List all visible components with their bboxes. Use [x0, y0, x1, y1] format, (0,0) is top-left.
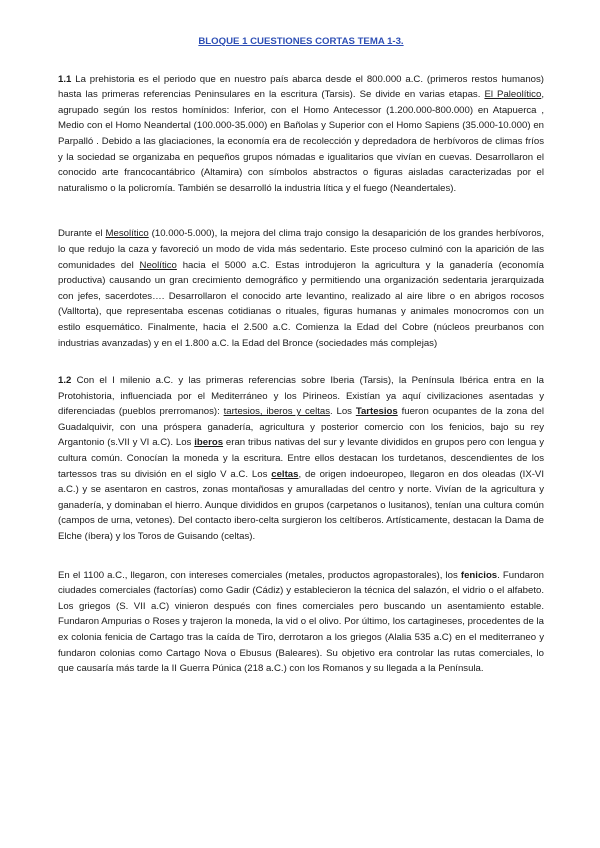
term-celtas: celtas	[271, 468, 299, 480]
paragraph-prehistoria: 1.1 La prehistoria es el periodo que en nuestro país abarca desde el 800.000 a.C. (primeros restos humanos) hasta las primeras referencias Peninsulares en la escritura (Tarsis). Se divide en varias etapas. El Paleolítico, agrupado según los restos homínidos: Inferior, con el Homo Antecessor (1.200.000-800.000) en Atapuerca , Medio con el Homo Neandertal (100.000-35.000) en Bañolas y Superior con el Homo Sapiens (35.000-10.000) en Parpalló . Debido a las glaciaciones, la economía era de recolección y depredadora de herbívoros de climas fríos y la sociedad se organizaba en pequeños grupos nómadas e igualitarios que vivían en cuevas. Desarrollaron el conocido arte francocantábrico (Altamira) con símbolos abstractos o figuras aisladas caracterizadas por el naturalismo o la policromía. También se desarrolló la industria lítica y el fuego (Neandertales).	[58, 73, 544, 194]
section-number: 1.1	[58, 73, 72, 85]
paragraph-colonizaciones: En el 1100 a.C., llegaron, con intereses comerciales (metales, productos agropastorales), los fenicios. Fundaron ciudades comerciales (factorías) como Gadir (Cádiz) y establecieron la técnica del salazón, el vidrio o el alfabeto. Los griegos (S. VII a.C) vinieron después con fines comerciales pero buscando un asentamiento estable. Fundaron Ampurias o Roses y trajeron la moneda, la vid o el olivo. Por último, los cartagineses, procedentes de la ex colonia fenicia de Cartago tras la caída de Tiro, derrotaron a los griegos (Alalia 535 a.C) en el mediterraneo y fundaron colonias como Cartago Nova o Ebusus (Baleares). Su objetivo era controlar las rutas comerciales, lo que causaría más tarde la II Guerra Púnica (218 a.C.) con los Romanos y su llegada a la Península.	[58, 569, 544, 675]
document-page	[58, 34, 544, 677]
paragraph-mesolitico: Durante el Mesolítico (10.000-5.000), la mejora del clima trajo consigo la desaparición de los grandes herbívoros, lo que redujo la caza y favoreció un modo de vida más sedentario. Este proceso culminó con la aparición de las comunidades del Neolítico hacia el 5000 a.C. Estas introdujeron la agricultura y la ganadería (economía productiva) causando un gran crecimiento demográfico y permitiendo una organización sedentaria jerarquizada con jefes, sacerdotes…. Desarrollaron el conocido arte levantino, realizado al aire libre o en abrigos rocosos (Valltorta), que representaba escenas cotidianas o rituales, figuras humanas y animales monocromos con un estilo esquemático. Finalmente, hacia el 2.500 a.C. Comienza la Edad del Cobre (núcleos preurbanos con industrias avanzadas) y en el 1.800 a.C. la Edad del Bronce (sociedades más complejas)	[58, 228, 544, 349]
term-pueblos: tartesios, iberos y celtas	[223, 406, 331, 418]
term-fenicios: fenicios	[460, 569, 498, 581]
term-iberos: iberos	[194, 437, 224, 449]
term-neolitico: Neolítico	[139, 259, 177, 271]
paragraph-protohistoria: 1.2 Con el I milenio a.C. y las primeras referencias sobre Iberia (Tarsis), la Península Ibérica entra en la Protohistoria, influenciada por el Mediterráneo y los Pirineos. Existían ya aquí civilizaciones asentadas y diferenciadas (pueblos prerromanos): tartesios, iberos y celtas. Los Tartesios fueron ocupantes de la zona del Guadalquivir, con una próspera ganadería, agricultura y posterior comercio con los fenicios, bajo su rey Argantonio (s.VII y VI a.C). Los iberos eran tribus nativas del sur y levante divididos en grupos pero con lengua y cultura común. Conocían la moneda y la escritura. Entre ellos destacan los turdetanos, descendientes de los tartessos tras su división en el siglo V a.C. Los celtas, de origen indoeuropeo, llegaron en dos oleadas (IX-VI a.C.) y se asentaron en castros, zonas montañosas y amuralladas del centro y norte. Vivían de la agricultura y ganadería, y dominaban el hierro. Aunque divididos en grupos (carpetanos o lusitanos), tenían una cultura común (campos de urna, vetones). Del contacto ibero-celta surgieron los celtíberos. Artísticamente, destacan la Dama de Elche (íbera) y los Toros de Guisando (celtas).	[58, 375, 544, 543]
term-mesolitico: Mesolítico	[105, 228, 149, 240]
document-title: BLOQUE 1 CUESTIONES CORTAS TEMA 1-3.	[198, 36, 404, 47]
term-paleolitico: El Paleolítico	[484, 89, 542, 101]
term-tartesios: Tartesios	[355, 406, 398, 418]
section-number: 1.2	[58, 375, 72, 387]
